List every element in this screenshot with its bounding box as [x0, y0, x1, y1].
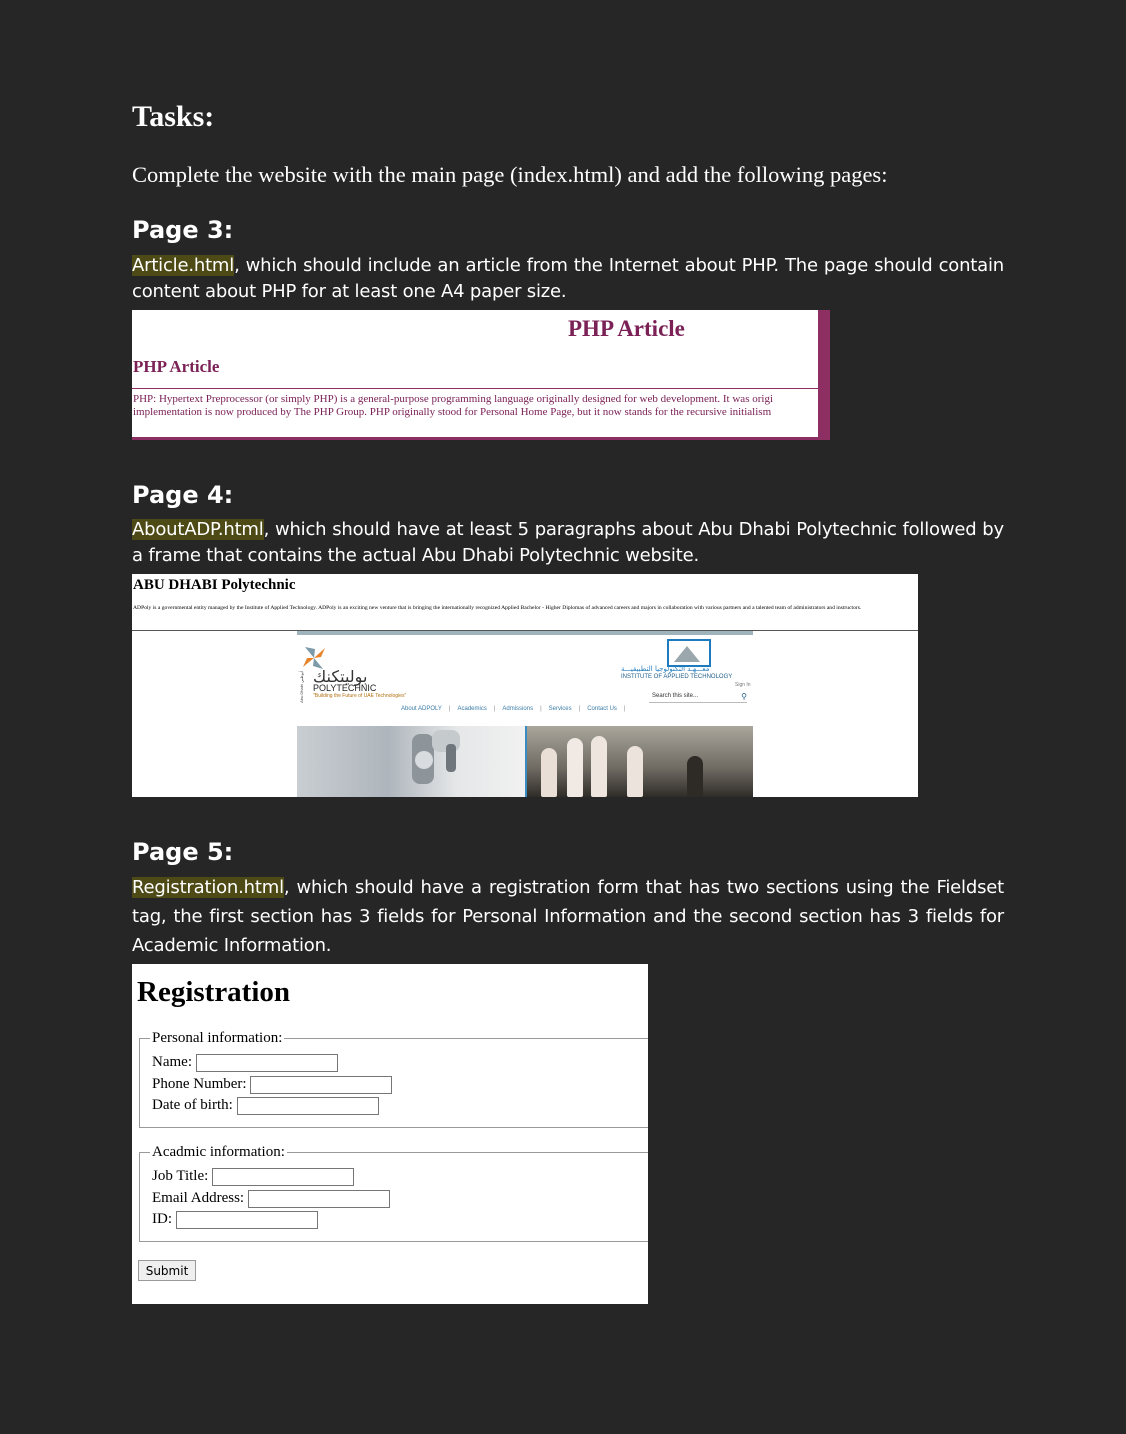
nav-contact[interactable]: Contact Us — [587, 706, 617, 712]
adp-frame-topbar — [297, 631, 753, 635]
registration-screenshot — [132, 964, 648, 1304]
iat-name: INSTITUTE OF APPLIED TECHNOLOGY — [621, 674, 733, 680]
name-label: Name: — [152, 1054, 192, 1070]
adp-logo-vertical: Abu Dhabi أبوظبي — [299, 671, 304, 703]
phone-row — [152, 1075, 392, 1093]
page4-desc-text: , which should have at least 5 paragraphs about Abu Dhabi Polytechnic followed by a frame that contains the actual Abu Dhabi Polytechnic website. — [132, 519, 1004, 566]
student-figure — [591, 736, 607, 797]
student-figure — [567, 738, 583, 797]
sign-in-link[interactable]: Sign In — [735, 682, 751, 688]
nav-services[interactable]: Services — [548, 706, 572, 712]
adp-logo-arabic: بوليتكنك — [313, 667, 368, 686]
adp-iframe[interactable] — [297, 631, 753, 797]
page4-heading: Page 4: — [132, 481, 234, 509]
email-label: Email Address: — [152, 1190, 245, 1206]
nav-about[interactable]: About ADPOLY — [401, 706, 442, 712]
id-label: ID: — [152, 1211, 172, 1227]
adp-logo-name: POLYTECHNIC — [313, 683, 377, 693]
page3-desc-text: , which should include an article from the Internet about PHP. The page should contain content about PHP for at least one A4 paper size. — [132, 255, 1004, 302]
page4-description — [132, 517, 1004, 569]
student-figure — [541, 748, 557, 797]
search-icon[interactable]: ⚲ — [741, 692, 747, 701]
iat-logo-triangle — [674, 646, 700, 662]
page3-filename: Article.html — [132, 255, 235, 276]
php-bottom-border — [132, 437, 830, 440]
php-right-border — [818, 310, 830, 440]
nav-academics[interactable]: Academics — [457, 706, 487, 712]
student-figure — [627, 746, 643, 797]
dob-label: Date of birth: — [152, 1097, 233, 1113]
job-row — [152, 1167, 354, 1185]
page5-desc-text: , which should have a registration form that has two sections using the Fieldset tag, the first section has 3 fields for Personal Information and the second section has 3 fields for Academic Information. — [132, 877, 1004, 956]
page-title: Tasks: — [132, 100, 215, 133]
php-line-2: implementation is now produced by The PHP Group. PHP originally stood for Personal Home Page, but it now stands for the recursive initialism — [133, 406, 772, 418]
adp-title: ABU DHABI Polytechnic — [133, 577, 296, 593]
name-input[interactable] — [196, 1054, 338, 1072]
personal-info-legend: Personal information: — [152, 1030, 283, 1046]
students-photo — [527, 726, 753, 797]
email-row — [152, 1189, 390, 1207]
adp-logo-tagline: "Building the Future of UAE Technologies" — [313, 693, 407, 699]
phone-label: Phone Number: — [152, 1076, 247, 1092]
academic-info-legend: Acadmic information: — [152, 1144, 285, 1160]
adp-search-input[interactable] — [649, 692, 747, 703]
submit-button[interactable]: Submit — [138, 1260, 196, 1281]
adp-screenshot — [132, 574, 918, 797]
adp-search-placeholder: Search this site... — [652, 693, 699, 699]
page5-description — [132, 873, 1004, 960]
dob-row — [152, 1096, 379, 1114]
name-row — [152, 1053, 338, 1071]
nav-admissions[interactable]: Admissions — [502, 706, 534, 712]
page5-filename: Registration.html — [132, 877, 284, 898]
page5-heading: Page 5: — [132, 838, 234, 866]
php-body-text — [133, 393, 818, 419]
robot-arm-photo — [297, 726, 525, 797]
adp-paragraph: ADPoly is a governmental entity managed by the Institute of Applied Technology. ADPoly is an exciting new venture that is bringing the internationally recognized Applied Bachelor - Higher Diplomas of advanced careers and majors in collaboration with various partners and a talented team of administrators and instructors. — [133, 605, 862, 611]
registration-title: Registration — [137, 976, 291, 1008]
intro-text: Complete the website with the main page (index.html) and add the following pages: — [132, 162, 888, 187]
php-banner-title: PHP Article — [568, 316, 685, 341]
page3-description — [132, 253, 1004, 305]
phone-input[interactable] — [250, 1076, 392, 1094]
id-input[interactable] — [176, 1211, 318, 1229]
php-line-1: PHP: Hypertext Preprocessor (or simply PHP) is a general-purpose programming language originally designed for web development. It was origi — [133, 393, 773, 405]
job-label: Job Title: — [152, 1168, 209, 1184]
dob-input[interactable] — [237, 1097, 379, 1115]
php-subtitle: PHP Article — [133, 357, 220, 376]
id-row — [152, 1210, 318, 1228]
email-input[interactable] — [248, 1190, 390, 1208]
php-divider — [132, 388, 818, 389]
page4-filename: AboutADP.html — [132, 519, 264, 540]
page3-heading: Page 3: — [132, 216, 234, 244]
equipment-figure — [687, 756, 703, 797]
robot-arm-icon — [402, 726, 472, 786]
job-input[interactable] — [212, 1168, 354, 1186]
iat-arabic-name: معـــهـد التكنولوجيا التطبيقيـــة — [621, 665, 710, 673]
php-article-screenshot — [132, 310, 830, 440]
adp-nav: About ADPOLY | Academics | Admissions | Services | Contact Us | — [401, 706, 626, 712]
